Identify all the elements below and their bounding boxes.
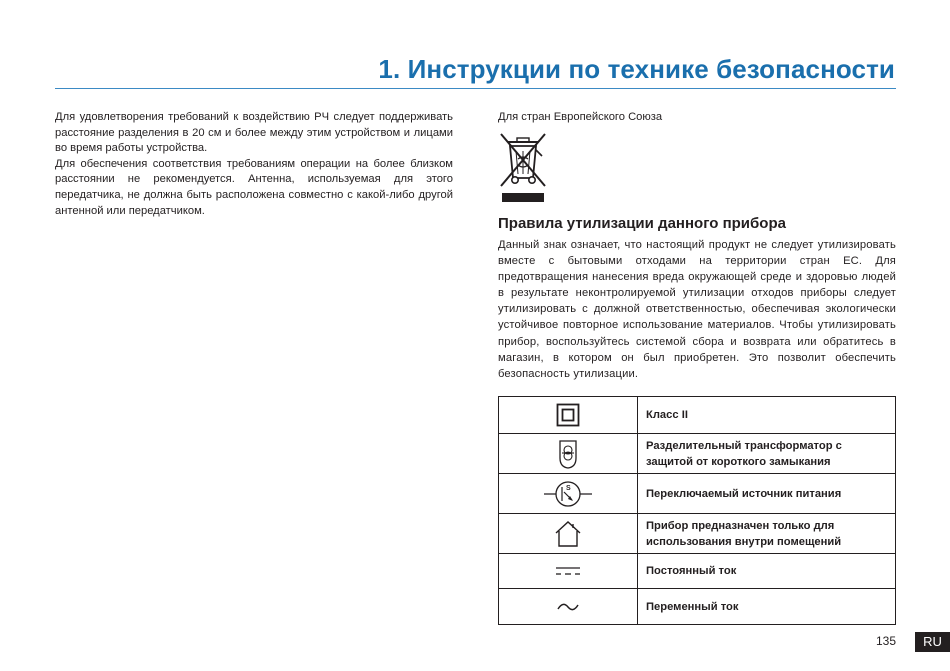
rf-exposure-paragraph: Для удовлетворения требований к воздействию РЧ следует поддерживать расстояние разделения в 20 см и более между этим устройством и лицами во время работы устройства.	[55, 111, 453, 155]
symbol-cell	[499, 397, 638, 434]
alternating-current-icon	[556, 601, 580, 613]
symbol-cell	[499, 514, 638, 554]
symbols-table	[498, 396, 896, 625]
symbol-cell	[499, 474, 638, 514]
page-number: 135	[876, 634, 897, 648]
antenna-colocation-paragraph: Для обеспечения соответствия требованиям операции на более близком расстоянии не рекомендуется. Антенна, используемая для этого передатчика, не должна быть расположена совместно с какой-либо другой антенной или передатчиком.	[55, 157, 453, 217]
symbol-description: Переменный ток	[638, 589, 896, 625]
symbol-cell	[499, 554, 638, 589]
direct-current-icon	[555, 565, 581, 577]
disposal-text: Данный знак означает, что настоящий продукт не следует утилизировать вместе с бытовыми отходами на территории стран ЕС. Для предотвращения нанесения вреда окружающей среде и здоровью людей в результате неконтролируемой утилизации отходов приборы следует утилизировать с должной ответственностью, обеспечивая экологически устойчивое повторное использование материалов. Чтобы утилизировать прибор, воспользуйтесь системой сбора и возврата или обратитесь в магазин, в котором он был приобретен. Это позволит обеспечить безопасность утилизации.	[498, 239, 896, 380]
table-row	[499, 514, 896, 554]
eu-heading: Для стран Европейского Союза	[498, 111, 663, 123]
page-title: 1. Инструкции по технике безопасности	[378, 54, 895, 84]
disposal-heading: Правила утилизации данного прибора	[498, 215, 786, 232]
switch-mode-power-supply-icon	[542, 478, 594, 510]
table-row	[499, 554, 896, 589]
table-row	[499, 589, 896, 625]
indoor-use-house-icon	[553, 520, 583, 548]
symbol-description: Прибор предназначен только для использования внутри помещений	[638, 514, 896, 554]
symbol-cell	[499, 434, 638, 474]
table-row	[499, 397, 896, 434]
table-row	[499, 434, 896, 474]
symbol-description: Переключаемый источник питания	[638, 474, 896, 514]
symbol-description: Постоянный ток	[638, 554, 896, 589]
rf-exposure-section	[55, 110, 453, 219]
table-row	[499, 474, 896, 514]
class-ii-double-square-icon	[556, 403, 580, 427]
symbol-description: Разделительный трансформатор с защитой от короткого замыкания	[638, 434, 896, 474]
safety-isolating-transformer-icon	[558, 438, 578, 470]
crossed-out-wheelie-bin-icon	[497, 132, 549, 204]
symbol-description: Класс II	[638, 397, 896, 434]
symbol-cell	[499, 589, 638, 625]
language-badge: RU	[915, 632, 950, 652]
switch-mode-s-label: S	[566, 484, 571, 492]
title-divider	[55, 88, 896, 89]
